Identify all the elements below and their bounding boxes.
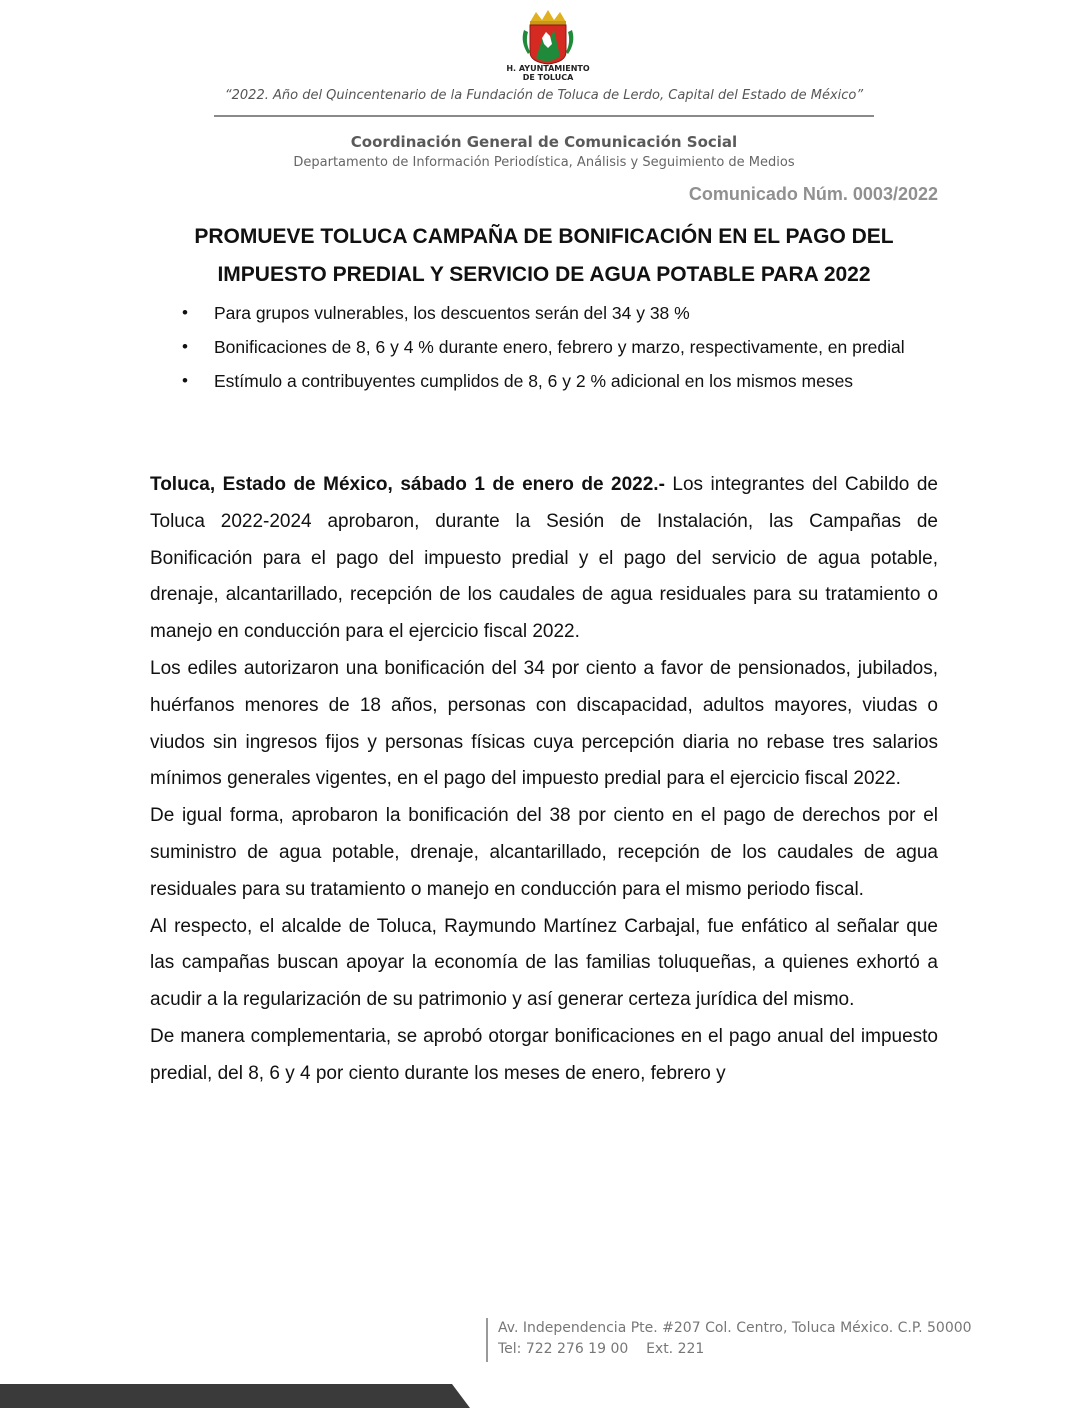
bullet-item: • Bonificaciones de 8, 6 y 4 % durante enero, febrero y marzo, respectivamente, en predial <box>150 330 940 364</box>
headline-line1: PROMUEVE TOLUCA CAMPAÑA DE BONIFICACIÓN EN EL PAGO DEL <box>194 225 894 248</box>
paragraph-1-text: Los integrantes del Cabildo de Toluca 2022-2024 aprobaron, durante la Sesión de Instalación, las Campañas de Bonificación para el pago del impuesto predial y el pago del servicio de agua potable, drenaje, alcantarillado, recepción de los caudales de agua residuales para su tratamiento o manejo en conducción para el ejercicio fiscal 2022. <box>150 474 938 643</box>
logo-caption <box>480 64 616 82</box>
headline-line2: IMPUESTO PREDIAL Y SERVICIO DE AGUA POTABLE PARA 2022 <box>217 263 871 286</box>
headline <box>150 218 938 294</box>
org-title: Coordinación General de Comunicación Social <box>350 133 738 151</box>
logo-caption-line2: DE TOLUCA <box>522 73 574 82</box>
paragraph-4: Al respecto, el alcalde de Toluca, Raymundo Martínez Carbajal, fue enfático al señalar que las campañas buscan apoyar la economía de las familias toluqueñas, a quienes exhortó a acudir a la regularización de su patrimonio y así generar certeza jurídica del mismo. <box>150 915 938 1011</box>
dateline: Toluca, Estado de México, sábado 1 de enero de 2022.- <box>150 474 665 495</box>
logo-caption-line1: H. AYUNTAMIENTO <box>506 64 590 73</box>
article-body <box>150 467 938 1093</box>
comunicado-number: Comunicado Núm. 0003/2022 <box>688 184 938 204</box>
footer-divider <box>486 1318 488 1362</box>
footer-address: Av. Independencia Pte. #207 Col. Centro, Toluca México. C.P. 50000 <box>498 1320 972 1336</box>
header-motto: “2022. Año del Quincentenario de la Fundación de Toluca de Lerdo, Capital del Estado de México” <box>224 88 864 103</box>
bullet-item: • Para grupos vulnerables, los descuentos serán del 34 y 38 % <box>150 296 940 330</box>
org-department: Departamento de Información Periodística, Análisis y Seguimiento de Medios <box>293 155 795 170</box>
bullet-item: • Estímulo a contribuyentes cumplidos de 8, 6 y 2 % adicional en los mismos meses <box>150 364 940 398</box>
paragraph-2: Los ediles autorizaron una bonificación del 34 por ciento a favor de pensionados, jubilados, huérfanos menores de 18 años, personas con discapacidad, adultos mayores, viudas o viudos sin ingresos fijos y personas físicas cuya percepción diaria no rebase tres salarios mínimos generales vigentes, en el pago del impuesto predial para el ejercicio fiscal 2022. <box>150 657 938 790</box>
summary-bullets <box>150 296 940 398</box>
paragraph-3: De igual forma, aprobaron la bonificación del 38 por ciento en el pago de derechos por el suministro de agua potable, drenaje, alcantarillado, recepción de los caudales de agua residuales para su tratamiento o manejo en conducción para el mismo periodo fiscal. <box>150 805 938 900</box>
header-divider <box>214 115 874 117</box>
paragraph-5: De manera complementaria, se aprobó otorgar bonificaciones en el pago anual del impuesto predial, del 8, 6 y 4 por ciento durante los meses de enero, febrero y <box>150 1025 938 1084</box>
footer-phone: Tel: 722 276 19 00 Ext. 221 <box>498 1341 705 1357</box>
paragraph-1 <box>150 467 938 651</box>
footer-stripe <box>0 1384 470 1408</box>
